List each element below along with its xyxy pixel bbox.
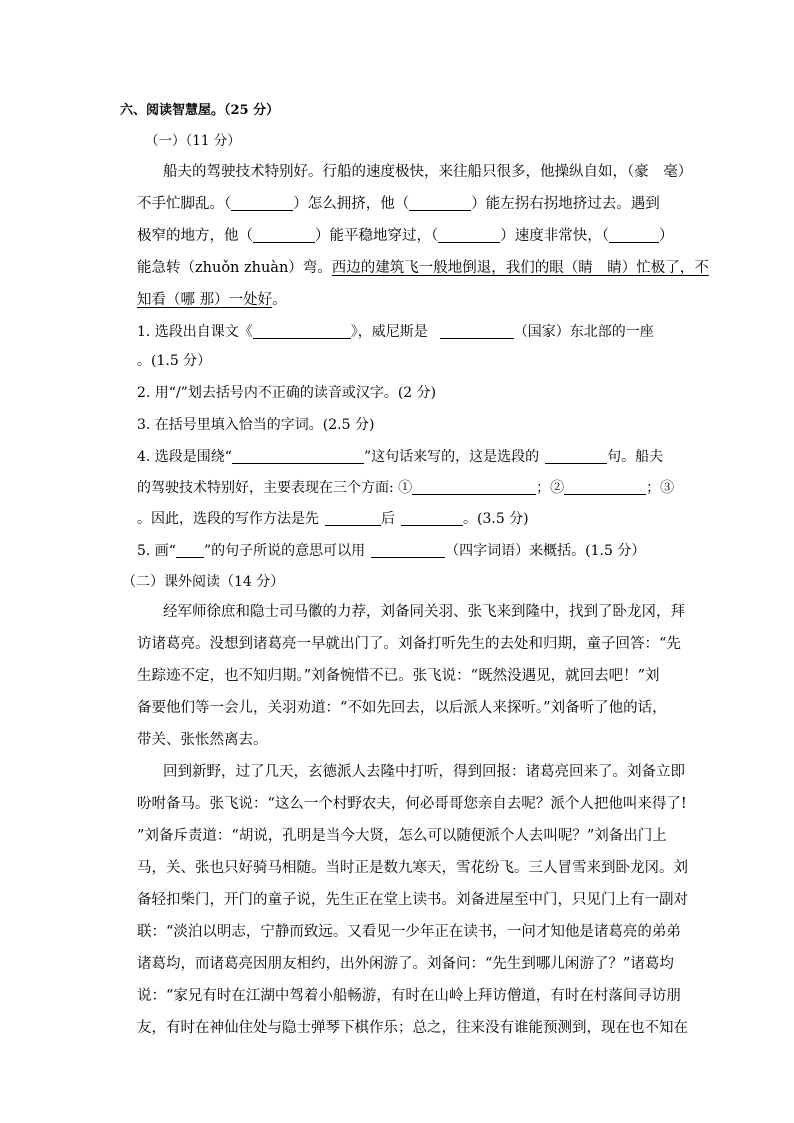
answer-blank[interactable]	[232, 449, 364, 464]
passage-text: 。	[272, 292, 287, 308]
reading-p2-line: ”刘备斥责道：“胡说，孔明是当今大贤，怎么可以随便派个人去叫呢？”刘备出门上	[137, 828, 667, 844]
answer-blank[interactable]	[371, 543, 445, 558]
reading-p2-line: 回到新野，过了几天，玄德派人去隆中打听，得到回报：诸葛亮回来了。刘备立即	[163, 764, 685, 780]
question-text: 句。船夫	[607, 449, 664, 465]
question-text: 的驾驶技术特别好，主要表现在三个方面: ①	[137, 480, 413, 496]
reading-p1-line: 经军师徐庶和隐士司马徽的力荐，刘备同关羽、张飞来到隆中，找到了卧龙冈，拜	[163, 604, 685, 620]
question-text: 。(3.5 分)	[463, 511, 529, 527]
question-text: （国家）东北部的一座	[513, 324, 654, 340]
passage-text: 不手忙脚乱。（	[137, 196, 232, 212]
question-text: ”的句子所说的意思可以用	[203, 543, 366, 559]
passage-text: 能急转（zhuǒn zhuàn）弯。	[137, 260, 332, 276]
passage-line-5	[137, 290, 287, 310]
reading-p2-line: 友，有时在神仙住处与隐士弹琴下棋作乐；总之，往来没有谁能预测到，现在也不知在	[137, 1020, 688, 1036]
reading-p2-line: 联：“淡泊以明志，宁静而致远。又看见一少年正在读书，一问才知他是诸葛亮的弟弟	[137, 924, 681, 940]
question-text: 1. 选段出自课文《	[137, 324, 253, 340]
question-text: ；③	[646, 480, 675, 496]
question-text: 后	[381, 511, 395, 527]
reading-p2-line: 吩咐备马。张飞说：“这么一个村野农夫，何必哥哥您亲自去呢？派个人把他叫来得了!	[137, 796, 687, 812]
passage-text: ）怎么拥挤，他（	[293, 196, 410, 212]
question-text: （四字词语）来概括。(1.5 分）	[445, 543, 646, 559]
question-4-line-2	[137, 478, 674, 498]
question-3: 3. 在括号里填入恰当的字词。(2.5 分)	[137, 417, 375, 433]
question-1	[137, 322, 654, 342]
question-text: 4. 选段是围绕“	[137, 449, 232, 465]
question-text: 》，威尼斯是	[350, 324, 428, 340]
part1-header: （一）（11 分）	[145, 133, 241, 149]
passage-text: ）能左拐右拐地挤过去。遇到	[471, 196, 660, 212]
question-5	[137, 541, 645, 561]
answer-blank[interactable]	[253, 228, 315, 243]
passage-text: ）	[659, 228, 674, 244]
question-text: ；②	[536, 480, 565, 496]
reading-p2-line: 诸葛均，而诸葛亮因朋友相约，出外闲游了。刘备问：“先生到哪儿闲游了？”诸葛均	[137, 956, 674, 972]
reading-p1-line: 访诸葛亮。没想到诸葛亮一早就出门了。刘备打听先生的去处和归期，童子回答：“先	[137, 636, 681, 652]
passage-text: 船夫的驾驶技术特别好。行船的速度极快，来往船只很多，他操纵自如，（豪 毫）	[163, 164, 693, 180]
answer-blank[interactable]	[545, 449, 607, 464]
reading-p1-line: 生踪迹不定，也不知归期。”刘备惋惜不已。张飞说：“既然没遇见，就回去吧！”刘	[137, 668, 660, 684]
passage-line-3	[137, 226, 674, 246]
answer-blank[interactable]	[412, 480, 536, 495]
underlined-sentence: 知看（哪 那）一处好	[137, 292, 273, 308]
question-text: 5. 画“	[137, 543, 176, 559]
answer-blank[interactable]	[325, 511, 381, 526]
answer-blank[interactable]	[409, 196, 471, 211]
underlined-sentence: 西边的建筑飞一般地倒退，我们的眼（睛 睛）忙极了，不	[331, 260, 709, 276]
passage-text: ）能平稳地穿过，（	[315, 228, 439, 244]
part2-header: （二）课外阅读（14 分）	[122, 574, 285, 590]
passage-line-1	[163, 162, 692, 182]
reading-p1-line: 备要他们等一会儿，关羽劝道：“不如先回去，以后派人来探听。”刘备听了他的话，	[137, 700, 667, 716]
passage-text: ）速度非常快，（	[500, 228, 609, 244]
question-1-cont: 。(1.5 分）	[137, 353, 212, 369]
answer-blank[interactable]	[440, 324, 514, 339]
answer-blank[interactable]	[609, 228, 659, 243]
line-sample	[176, 543, 204, 558]
question-4	[137, 447, 663, 467]
answer-blank[interactable]	[401, 511, 463, 526]
passage-line-4	[137, 258, 709, 278]
answer-blank[interactable]	[253, 324, 351, 339]
answer-blank[interactable]	[564, 480, 646, 495]
reading-p1-line: 带关、张怅然离去。	[137, 732, 268, 748]
question-4-line-3	[137, 509, 529, 529]
passage-line-2	[137, 194, 660, 214]
question-text: 。因此，选段的写作方法是先	[137, 511, 319, 527]
passage-text: 极窄的地方，他（	[137, 228, 253, 244]
reading-p2-line: 马，关、张也只好骑马相随。当时正是数九寒天，雪花纷飞。三人冒雪来到卧龙冈。刘	[137, 860, 688, 876]
section-title: 六、阅读智慧屋。（25 分）	[120, 103, 280, 118]
answer-blank[interactable]	[438, 228, 500, 243]
question-text: ”这句话来写的，这是选段的	[363, 449, 540, 465]
reading-p2-line: 说：“家兄有时在江湖中驾着小船畅游，有时在山岭上拜访僧道，有时在村落间寻访朋	[137, 988, 681, 1004]
question-2: 2. 用“/”划去括号内不正确的读音或汉字。(2 分)	[137, 385, 437, 401]
answer-blank[interactable]	[231, 196, 293, 211]
reading-p2-line: 备轻扣柴门，开门的童子说，先生正在堂上读书。刘备进屋至中门，只见门上有一副对	[137, 892, 688, 908]
